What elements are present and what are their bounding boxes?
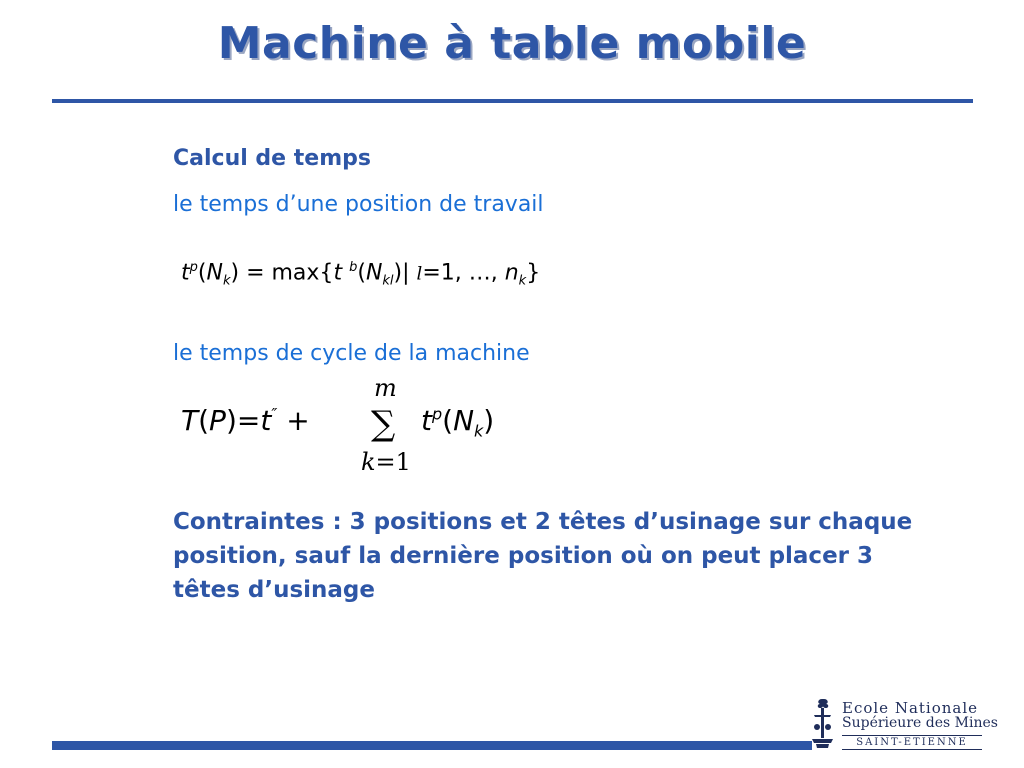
subtitle-position-time: le temps d’une position de travail (173, 192, 544, 217)
formula2-t: t (260, 404, 272, 437)
formula1-k: k (222, 273, 231, 289)
sum-upper-bound: m (374, 374, 397, 402)
formula1-eq: ) = max{ (230, 260, 334, 286)
logo-line-1: Ecole Nationale (842, 699, 979, 717)
formula2-N: N (453, 404, 475, 437)
formula2-open2: ( (442, 404, 454, 437)
sum-lower-eq: =1 (375, 448, 411, 476)
formula2-open: ( (198, 404, 210, 437)
formula1-kl: kl (382, 273, 394, 289)
formula2-right (421, 404, 494, 441)
formula1-range: =1, …, (422, 260, 505, 286)
sum-lower-bound (361, 448, 411, 476)
formula2-T: T (181, 404, 199, 437)
section-heading: Calcul de temps (173, 146, 371, 171)
formula1-N2: N (365, 260, 383, 286)
slide-title: Machine à table mobile (217, 18, 807, 69)
formula1-N: N (206, 260, 223, 286)
title-divider (52, 99, 973, 103)
formula-cycle-time (181, 374, 581, 488)
formula1-open: ( (197, 260, 207, 286)
formula1-b: b (349, 260, 358, 275)
formula2-p: p (431, 404, 443, 424)
formula2-t2: t (421, 404, 432, 437)
school-emblem-icon (808, 697, 838, 753)
formula2-close: ) (483, 404, 495, 437)
footer-bar (52, 741, 812, 750)
formula1-t2: t (333, 260, 343, 286)
formula2-k: k (474, 421, 484, 441)
sum-lower-k: k (361, 448, 376, 476)
constraints-text: Contraintes : 3 positions et 2 têtes d’usinage sur chaque position, sauf la dernière position où on peut placer 3 têtes d’usinage (173, 509, 913, 603)
formula1-close: } (526, 260, 541, 286)
formula1-bar: )| (393, 260, 417, 286)
formula1-n: n (504, 260, 519, 286)
formula1-p: p (189, 260, 198, 275)
formula2-P: P (209, 404, 226, 437)
formula1-k2: k (518, 273, 527, 289)
formula1-t: t (181, 260, 190, 286)
formula-position-time (181, 260, 540, 289)
formula2-left (181, 404, 310, 437)
logo-line-2: Supérieure des Mines (842, 715, 998, 731)
formula2-double-prime: ″ (271, 404, 278, 424)
school-logo (808, 697, 998, 757)
formula2-plus: + (277, 404, 310, 437)
logo-line-3: SAINT-ETIENNE (842, 735, 982, 750)
formula1-open2: ( (357, 260, 366, 286)
sum-sign: ∑ (371, 404, 396, 444)
formula2-eq: )= (225, 404, 261, 437)
formula1-l: l (416, 263, 423, 285)
subtitle-cycle-time: le temps de cycle de la machine (173, 341, 530, 366)
